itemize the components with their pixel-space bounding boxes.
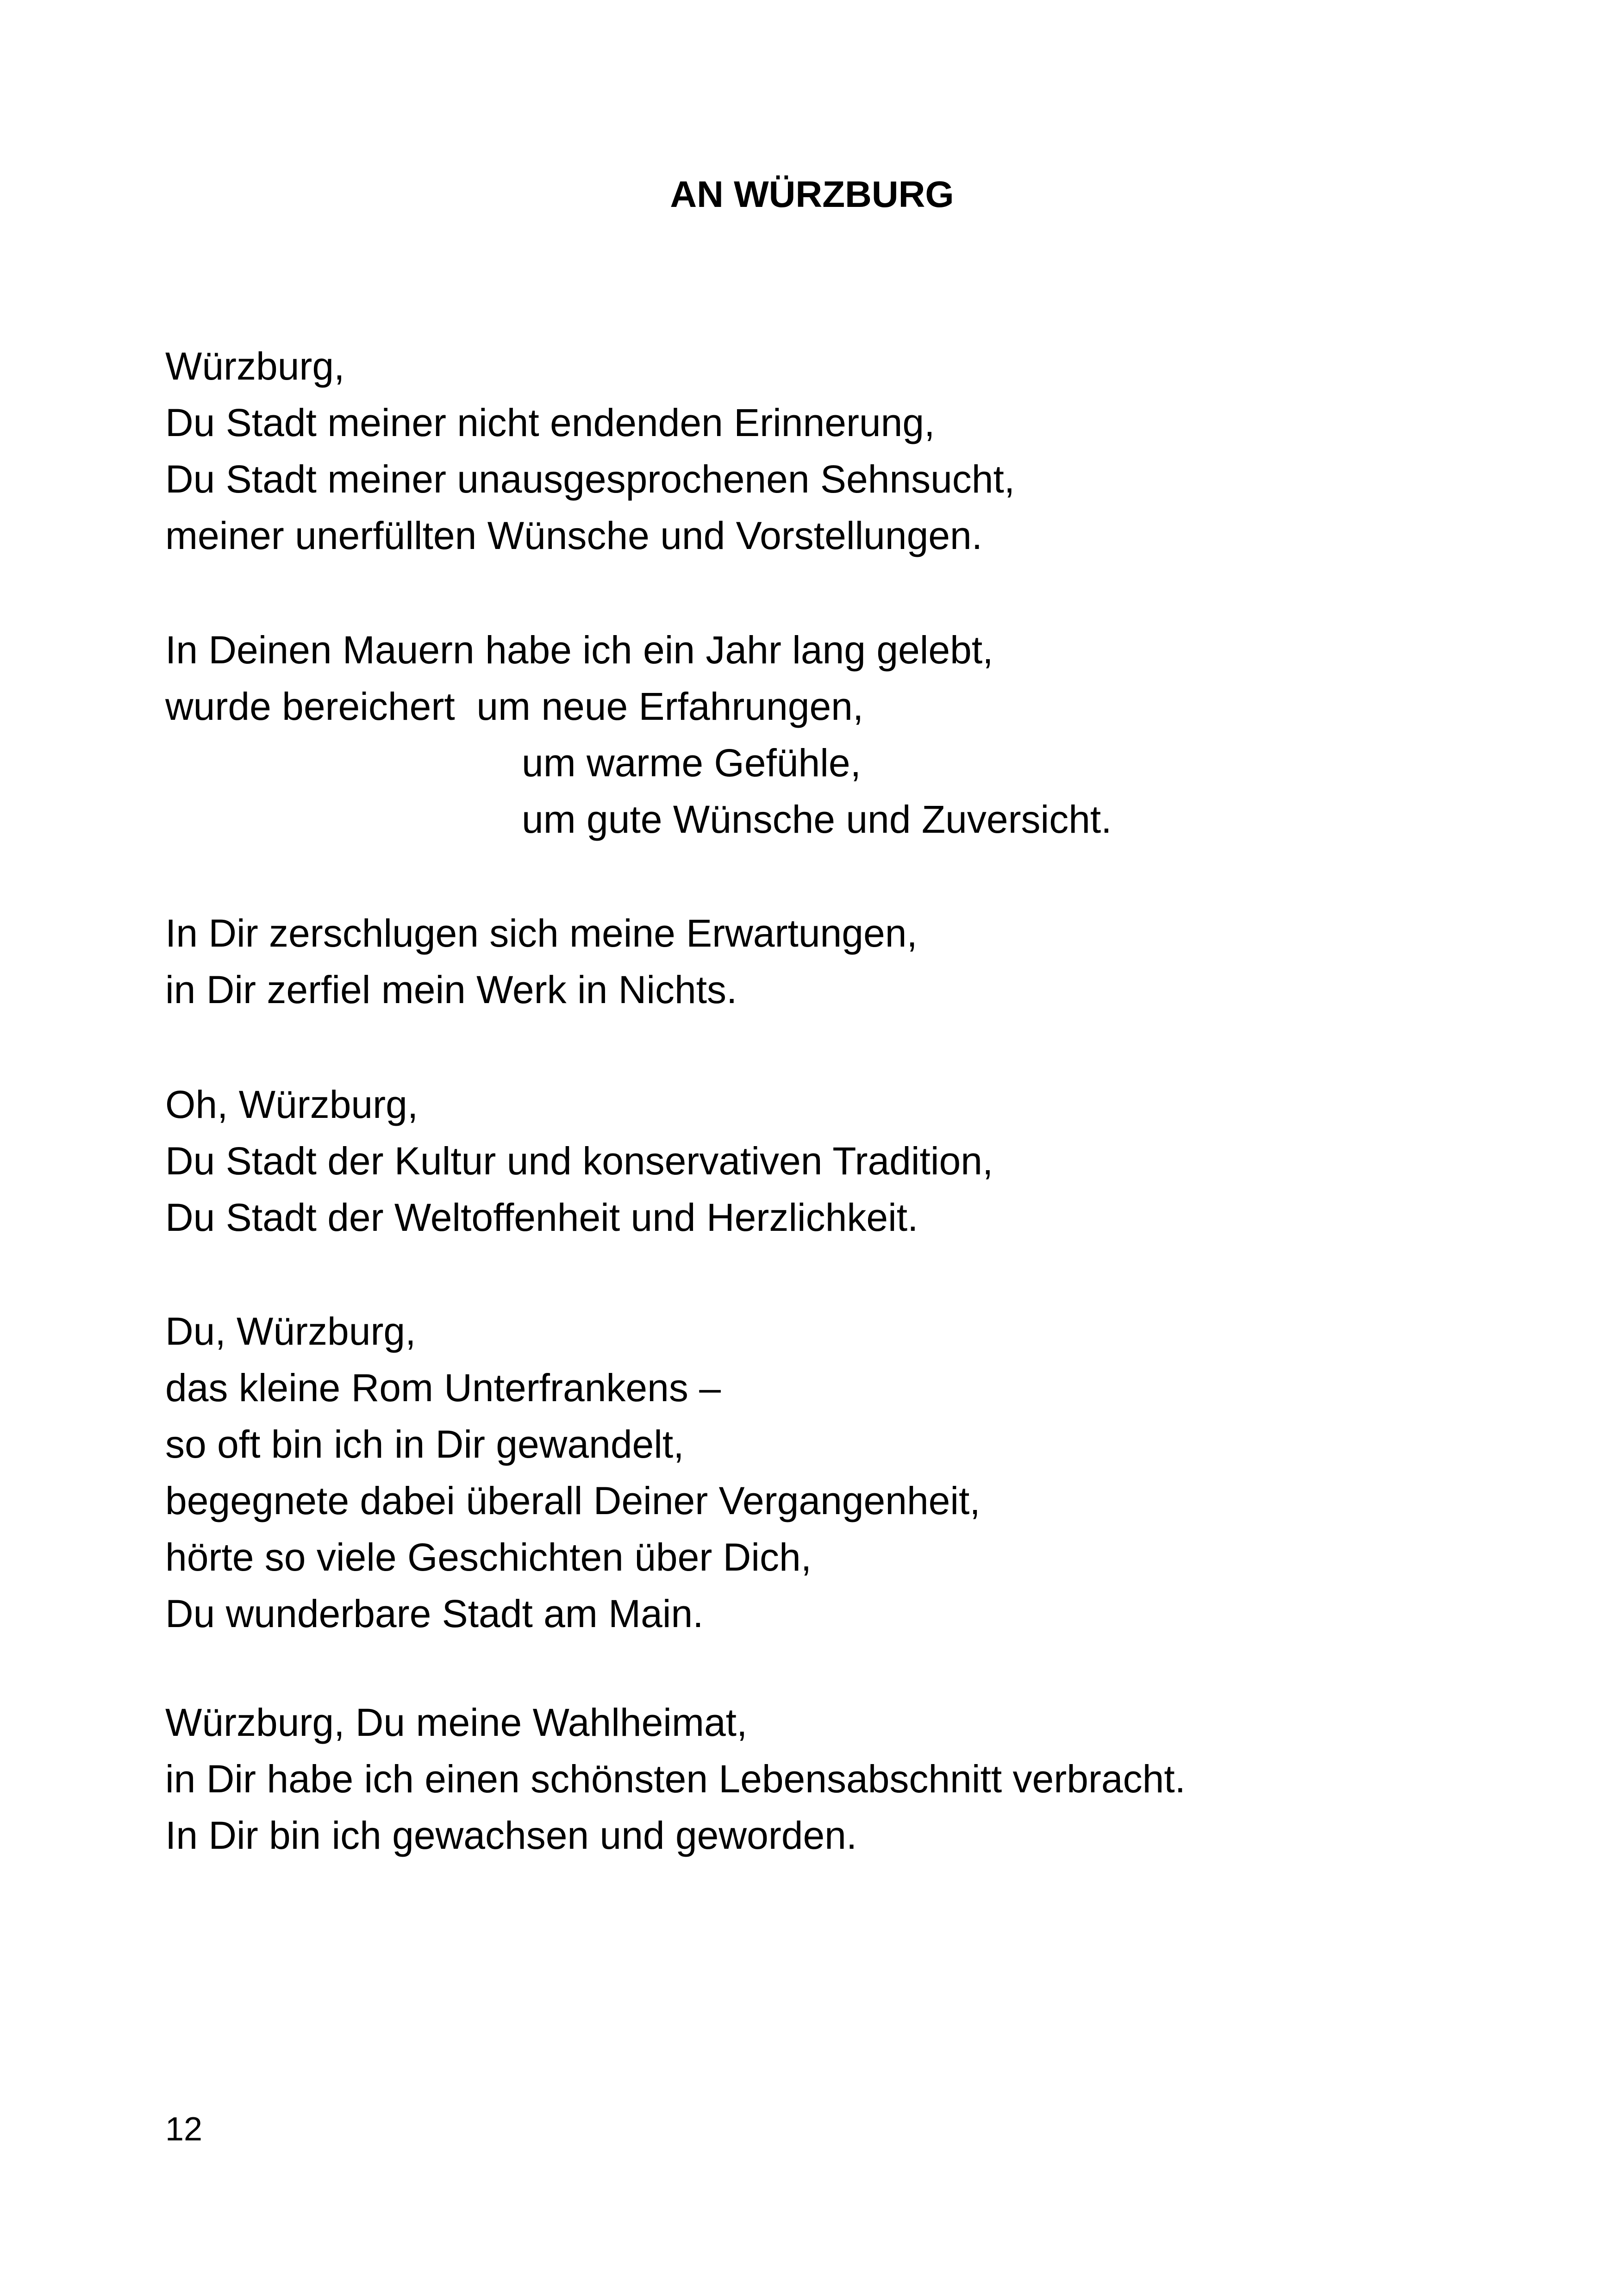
poem-line: Du Stadt der Weltoffenheit und Herzlichkeit. (165, 1196, 918, 1239)
poem-line: meiner unerfüllten Wünsche und Vorstellungen. (165, 514, 983, 557)
poem-line: Du Stadt meiner unausgesprochenen Sehnsucht, (165, 457, 1015, 501)
poem-title: AN WÜRZBURG (670, 174, 954, 215)
poem-line: Du, Würzburg, (165, 1310, 416, 1353)
poem-line: in Dir zerfiel mein Werk in Nichts. (165, 968, 737, 1011)
poem-line: wurde bereichert um neue Erfahrungen, (165, 685, 864, 728)
poem-line: Würzburg, Du meine Wahlheimat, (165, 1701, 748, 1744)
poem-line: hörte so viele Geschichten über Dich, (165, 1535, 812, 1579)
stanza-3 (165, 905, 918, 1018)
poem-line: In Dir bin ich gewachsen und geworden. (165, 1814, 857, 1857)
poem-line: Würzburg, (165, 344, 345, 388)
poem-line: In Dir zerschlugen sich meine Erwartungen, (165, 911, 918, 955)
poem-line: so oft bin ich in Dir gewandelt, (165, 1422, 684, 1466)
page-number: 12 (165, 2111, 203, 2148)
poem-line: das kleine Rom Unterfrankens – (165, 1366, 721, 1409)
stanza-2 (165, 622, 1112, 848)
poem-line: in Dir habe ich einen schönsten Lebensabschnitt verbracht. (165, 1757, 1186, 1801)
poem-line: Oh, Würzburg, (165, 1083, 418, 1126)
poem-line: In Deinen Mauern habe ich ein Jahr lang gelebt, (165, 628, 993, 672)
stanza-4 (165, 1076, 993, 1246)
poem-line: um warme Gefühle, (522, 741, 861, 785)
stanza-5 (165, 1303, 981, 1642)
stanza-1 (165, 338, 1015, 564)
stanza-6 (165, 1694, 1186, 1864)
poem-line: Du Stadt der Kultur und konservativen Tradition, (165, 1139, 993, 1183)
poem-line: Du Stadt meiner nicht endenden Erinnerung, (165, 401, 935, 444)
poem-line: begegnete dabei überall Deiner Vergangenheit, (165, 1479, 981, 1522)
poem-line: Du wunderbare Stadt am Main. (165, 1592, 704, 1635)
poem-line: um gute Wünsche und Zuversicht. (522, 798, 1112, 841)
